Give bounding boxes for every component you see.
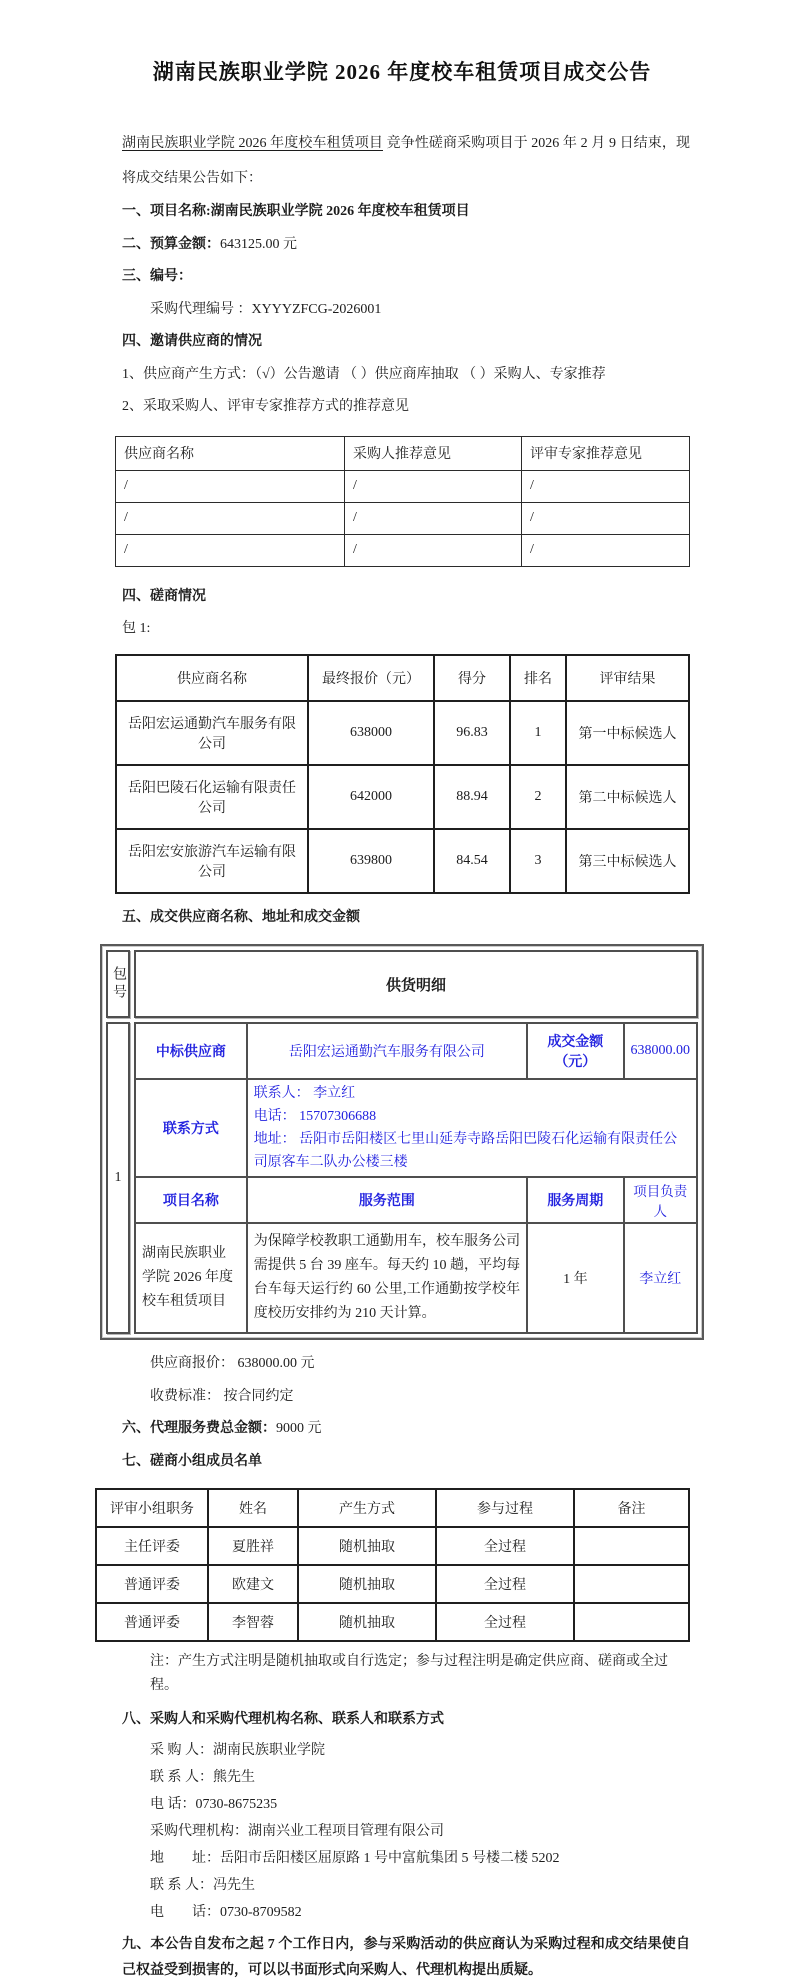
section5-heading: 五、成交供应商名称、地址和成交金额 [122, 909, 360, 925]
intro-rest: 竞争性磋商采购项目于 2026 年 2 月 9 日结束，现将成交结果公告如下： [122, 136, 691, 186]
table-cell: / [522, 534, 690, 566]
contact-row [135, 1079, 697, 1177]
agency-phone-line: 电 话：0730-8709582 [150, 1904, 302, 1920]
method-cell: 随机抽取 [298, 1603, 436, 1641]
section9-objection-clause: 九、本公告自发布之起 7 个工作日内，参与采购活动的供应商认为采购过程和成交结果使自己权益受到损害的，可以以书面形式向采购人、代理机构提出质疑。 [122, 1936, 690, 1978]
result-cell: 第二中标候选人 [566, 765, 689, 829]
col-supplier-name: 供应商名称 [116, 655, 308, 701]
col-supplier-name: 供应商名称 [116, 436, 345, 470]
col-remark: 备注 [574, 1489, 689, 1527]
table-row [116, 765, 689, 829]
table-row [116, 829, 689, 893]
agency-fee-label: 六、代理服务费总金额： [122, 1421, 276, 1436]
supply-detail-title: 供货明细 [134, 950, 698, 1018]
budget-value: 643125.00 元 [220, 236, 297, 252]
panel-note: 注：产生方式注明是随机抽取或自行选定；参与过程注明是确定供应商、磋商或全过程。 [150, 1654, 668, 1693]
table-header-row [116, 655, 689, 701]
price-cell: 638000 [308, 701, 434, 765]
col-service-period: 服务周期 [527, 1177, 623, 1223]
price-cell: 639800 [308, 829, 434, 893]
table-cell: / [116, 502, 345, 534]
agency-address-line: 地 址：岳阳市岳阳楼区屈原路 1 号中富航集团 5 号楼二楼 5202 [150, 1850, 560, 1866]
project-name-cell: 湖南民族职业学院 2026 年度校车租赁项目 [135, 1223, 247, 1333]
result-cell: 第三中标候选人 [566, 829, 689, 893]
table-cell: / [522, 470, 690, 502]
package-no-column-label: 包号 [106, 950, 130, 1018]
contact-person: 联系人： 李立红 [253, 1086, 356, 1101]
contact-block [247, 1079, 697, 1177]
score-cell: 88.94 [434, 765, 510, 829]
service-scope-cell: 为保障学校教职工通勤用车，校车服务公司需提供 5 台 39 座车。每天约 10 趟，平均每台车每天运行约 60 公里,工作通勤按学校年度校历安排约为 210 天计算。 [247, 1223, 527, 1333]
award-detail-block [100, 944, 704, 1340]
package-number: 1 [106, 1022, 130, 1334]
table-row [116, 534, 690, 566]
agency-fee-value: 9000 元 [276, 1421, 322, 1436]
table-row [116, 701, 689, 765]
table-row [96, 1527, 689, 1565]
participation-cell: 全过程 [436, 1565, 574, 1603]
section7-heading: 七、磋商小组成员名单 [122, 1453, 262, 1469]
table-header-row [116, 436, 690, 470]
winner-row [135, 1023, 697, 1079]
col-expert-opinion: 评审专家推荐意见 [522, 436, 690, 470]
service-period-cell: 1 年 [527, 1223, 623, 1333]
method-cell: 随机抽取 [298, 1527, 436, 1565]
agency-contact-line: 联 系 人：冯先生 [150, 1877, 255, 1893]
name-cell: 夏胜祥 [208, 1527, 298, 1565]
role-cell: 普通评委 [96, 1603, 208, 1641]
supplier-quote-line: 供应商报价： 638000.00 元 [150, 1356, 315, 1371]
name-cell: 欧建文 [208, 1565, 298, 1603]
table-row [96, 1565, 689, 1603]
winner-name: 岳阳宏运通勤汽车服务有限公司 [247, 1023, 527, 1079]
section6-agency-fee [122, 1413, 690, 1446]
table-cell: / [345, 534, 522, 566]
purchaser-contact-line: 联 系 人：熊先生 [150, 1769, 255, 1785]
agency-code-line: 采购代理编号 ：XYYYZFCG-2026001 [150, 301, 382, 317]
section4b-heading: 四、磋商情况 [122, 588, 206, 604]
negotiation-result-table [115, 654, 690, 894]
purchaser-phone-line: 电 话：0730-8675235 [150, 1796, 278, 1812]
project-data-row [135, 1223, 697, 1333]
participation-cell: 全过程 [436, 1527, 574, 1565]
table-header-row [96, 1489, 689, 1527]
package-label: 包 1: [122, 621, 151, 636]
panel-member-table [95, 1488, 690, 1642]
intro-paragraph [122, 126, 690, 196]
price-cell: 642000 [308, 765, 434, 829]
col-final-price: 最终报价（元） [308, 655, 434, 701]
table-cell: / [522, 502, 690, 534]
contact-phone: 电话： 15707306688 [253, 1109, 377, 1124]
table-row [116, 470, 690, 502]
amount-value: 638000.00 [624, 1023, 698, 1079]
role-cell: 普通评委 [96, 1565, 208, 1603]
method-cell: 随机抽取 [298, 1565, 436, 1603]
section3-number-heading: 三、编号： [122, 269, 192, 284]
supplier-name-cell: 岳阳宏运通勤汽车服务有限公司 [116, 701, 308, 765]
contact-address: 地址： 岳阳市岳阳楼区七里山延寿寺路岳阳巴陵石化运输有限责任公司原客车二队办公楼三楼 [253, 1132, 678, 1170]
award-body-row [106, 1022, 698, 1334]
participation-cell: 全过程 [436, 1603, 574, 1641]
col-project-name: 项目名称 [135, 1177, 247, 1223]
remark-cell [574, 1527, 689, 1565]
fee-standard-line: 收费标准： 按合同约定 [150, 1388, 294, 1404]
col-panel-role: 评审小组职务 [96, 1489, 208, 1527]
role-cell: 主任评委 [96, 1527, 208, 1565]
table-cell: / [345, 502, 522, 534]
score-cell: 96.83 [434, 701, 510, 765]
section1-project-name: 一、项目名称:湖南民族职业学院 2026 年度校车租赁项目 [122, 204, 470, 219]
award-inner-table [134, 1022, 698, 1334]
col-service-scope: 服务范围 [247, 1177, 527, 1223]
award-header-row [106, 950, 698, 1018]
budget-label: 二、预算金额： [122, 236, 220, 252]
col-selection-method: 产生方式 [298, 1489, 436, 1527]
supplier-name-cell: 岳阳宏安旅游汽车运输有限公司 [116, 829, 308, 893]
winner-label: 中标供应商 [135, 1023, 247, 1079]
agency-name-line: 采购代理机构：湖南兴业工程项目管理有限公司 [150, 1823, 444, 1839]
project-manager-cell: 李立红 [624, 1223, 698, 1333]
supplier-source-line: 1、供应商产生方式：（√）公告邀请 （ ）供应商库抽取 （ ）采购人、专家推荐 [122, 366, 606, 382]
name-cell: 李智蓉 [208, 1603, 298, 1641]
table-row [96, 1603, 689, 1641]
table-cell: / [116, 470, 345, 502]
intro-underlined-project-name: 湖南民族职业学院 2026 年度校车租赁项目 [122, 136, 383, 151]
purchaser-line: 采 购 人：湖南民族职业学院 [150, 1742, 325, 1758]
col-score: 得分 [434, 655, 510, 701]
table-cell: / [116, 534, 345, 566]
project-header-row [135, 1177, 697, 1223]
col-review-result: 评审结果 [566, 655, 689, 701]
result-cell: 第一中标候选人 [566, 701, 689, 765]
recommendation-table [115, 436, 690, 567]
section4a-heading: 四、邀请供应商的情况 [122, 334, 262, 349]
contact-label: 联系方式 [135, 1079, 247, 1177]
rank-cell: 1 [510, 701, 566, 765]
col-purchaser-opinion: 采购人推荐意见 [345, 436, 522, 470]
col-name: 姓名 [208, 1489, 298, 1527]
remark-cell [574, 1603, 689, 1641]
table-row [116, 502, 690, 534]
table-cell: / [345, 470, 522, 502]
col-participation: 参与过程 [436, 1489, 574, 1527]
score-cell: 84.54 [434, 829, 510, 893]
remark-cell [574, 1565, 689, 1603]
supplier-name-cell: 岳阳巴陵石化运输有限责任公司 [116, 765, 308, 829]
recommendation-line: 2、采取采购人、评审专家推荐方式的推荐意见 [122, 399, 409, 414]
col-rank: 排名 [510, 655, 566, 701]
amount-label: 成交金额（元） [527, 1023, 623, 1079]
page-title: 湖南民族职业学院 2026 年度校车租赁项目成交公告 [152, 60, 652, 84]
col-project-manager: 项目负责人 [624, 1177, 698, 1223]
section2-budget [122, 229, 690, 262]
section8-heading: 八、采购人和采购代理机构名称、联系人和联系方式 [122, 1712, 444, 1727]
rank-cell: 3 [510, 829, 566, 893]
rank-cell: 2 [510, 765, 566, 829]
